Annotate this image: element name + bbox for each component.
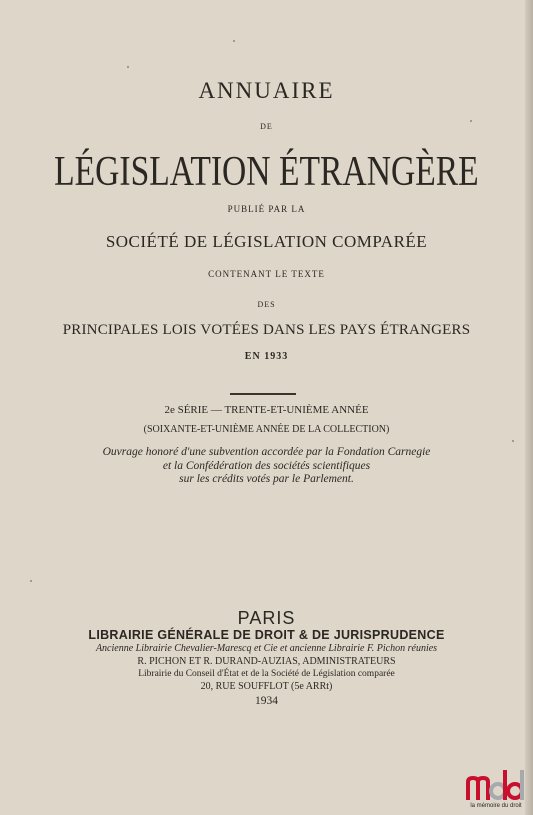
mdd-logo bbox=[462, 768, 530, 814]
de-word: DE bbox=[260, 122, 273, 131]
collection-line: (SOIXANTE-ET-UNIÈME ANNÉE DE LA COLLECTION) bbox=[143, 424, 390, 435]
paper-speck bbox=[233, 40, 235, 42]
annuaire-heading: ANNUAIRE bbox=[198, 78, 335, 103]
subvention-line-1: Ouvrage honoré d'une subvention accordée par la Fondation Carnegie bbox=[102, 446, 431, 458]
publie-par-la: PUBLIÉ PAR LA bbox=[227, 204, 306, 214]
publisher-administrators: R. PICHON ET R. DURAND-AUZIAS, ADMINISTRATEURS bbox=[137, 656, 396, 667]
subvention-line-2: et la Confédération des sociétés scientifiques bbox=[162, 460, 371, 472]
publisher-address: 20, RUE SOUFFLOT (5e ARRt) bbox=[200, 681, 333, 692]
main-title: LÉGISLATION ÉTRANGÈRE bbox=[54, 149, 479, 195]
main-title-row bbox=[0, 148, 533, 200]
publisher-city: PARIS bbox=[237, 608, 296, 628]
publisher-name: LIBRAIRIE GÉNÉRALE DE DROIT & DE JURISPRUDENCE bbox=[88, 628, 445, 642]
publication-year: 1934 bbox=[255, 695, 278, 707]
principales-lois: PRINCIPALES LOIS VOTÉES DANS LES PAYS ÉTRANGERS bbox=[62, 322, 471, 338]
des-word: DES bbox=[257, 300, 276, 309]
societe-name: SOCIÉTÉ DE LÉGISLATION COMPARÉE bbox=[105, 232, 428, 251]
contenant-le-texte: CONTENANT LE TEXTE bbox=[208, 269, 325, 279]
paper-speck bbox=[30, 580, 32, 582]
paper-speck bbox=[512, 440, 514, 442]
paper-speck bbox=[127, 66, 129, 68]
publisher-conseil: Librairie du Conseil d'État et de la Société de Législation comparée bbox=[138, 669, 395, 679]
mdd-logo-icon bbox=[466, 768, 526, 802]
year-of-laws: EN 1933 bbox=[244, 351, 289, 362]
publisher-former-names: Ancienne Librairie Chevalier-Marescq et Cie et ancienne Librairie F. Pichon réunies bbox=[95, 643, 438, 654]
subvention-line-3: sur les crédits votés par le Parlement. bbox=[179, 473, 354, 485]
mdd-tagline: la mémoire du droit bbox=[470, 803, 522, 809]
divider-rule bbox=[230, 393, 296, 395]
series-line: 2e SÉRIE — TRENTE-ET-UNIÈME ANNÉE bbox=[164, 404, 369, 416]
